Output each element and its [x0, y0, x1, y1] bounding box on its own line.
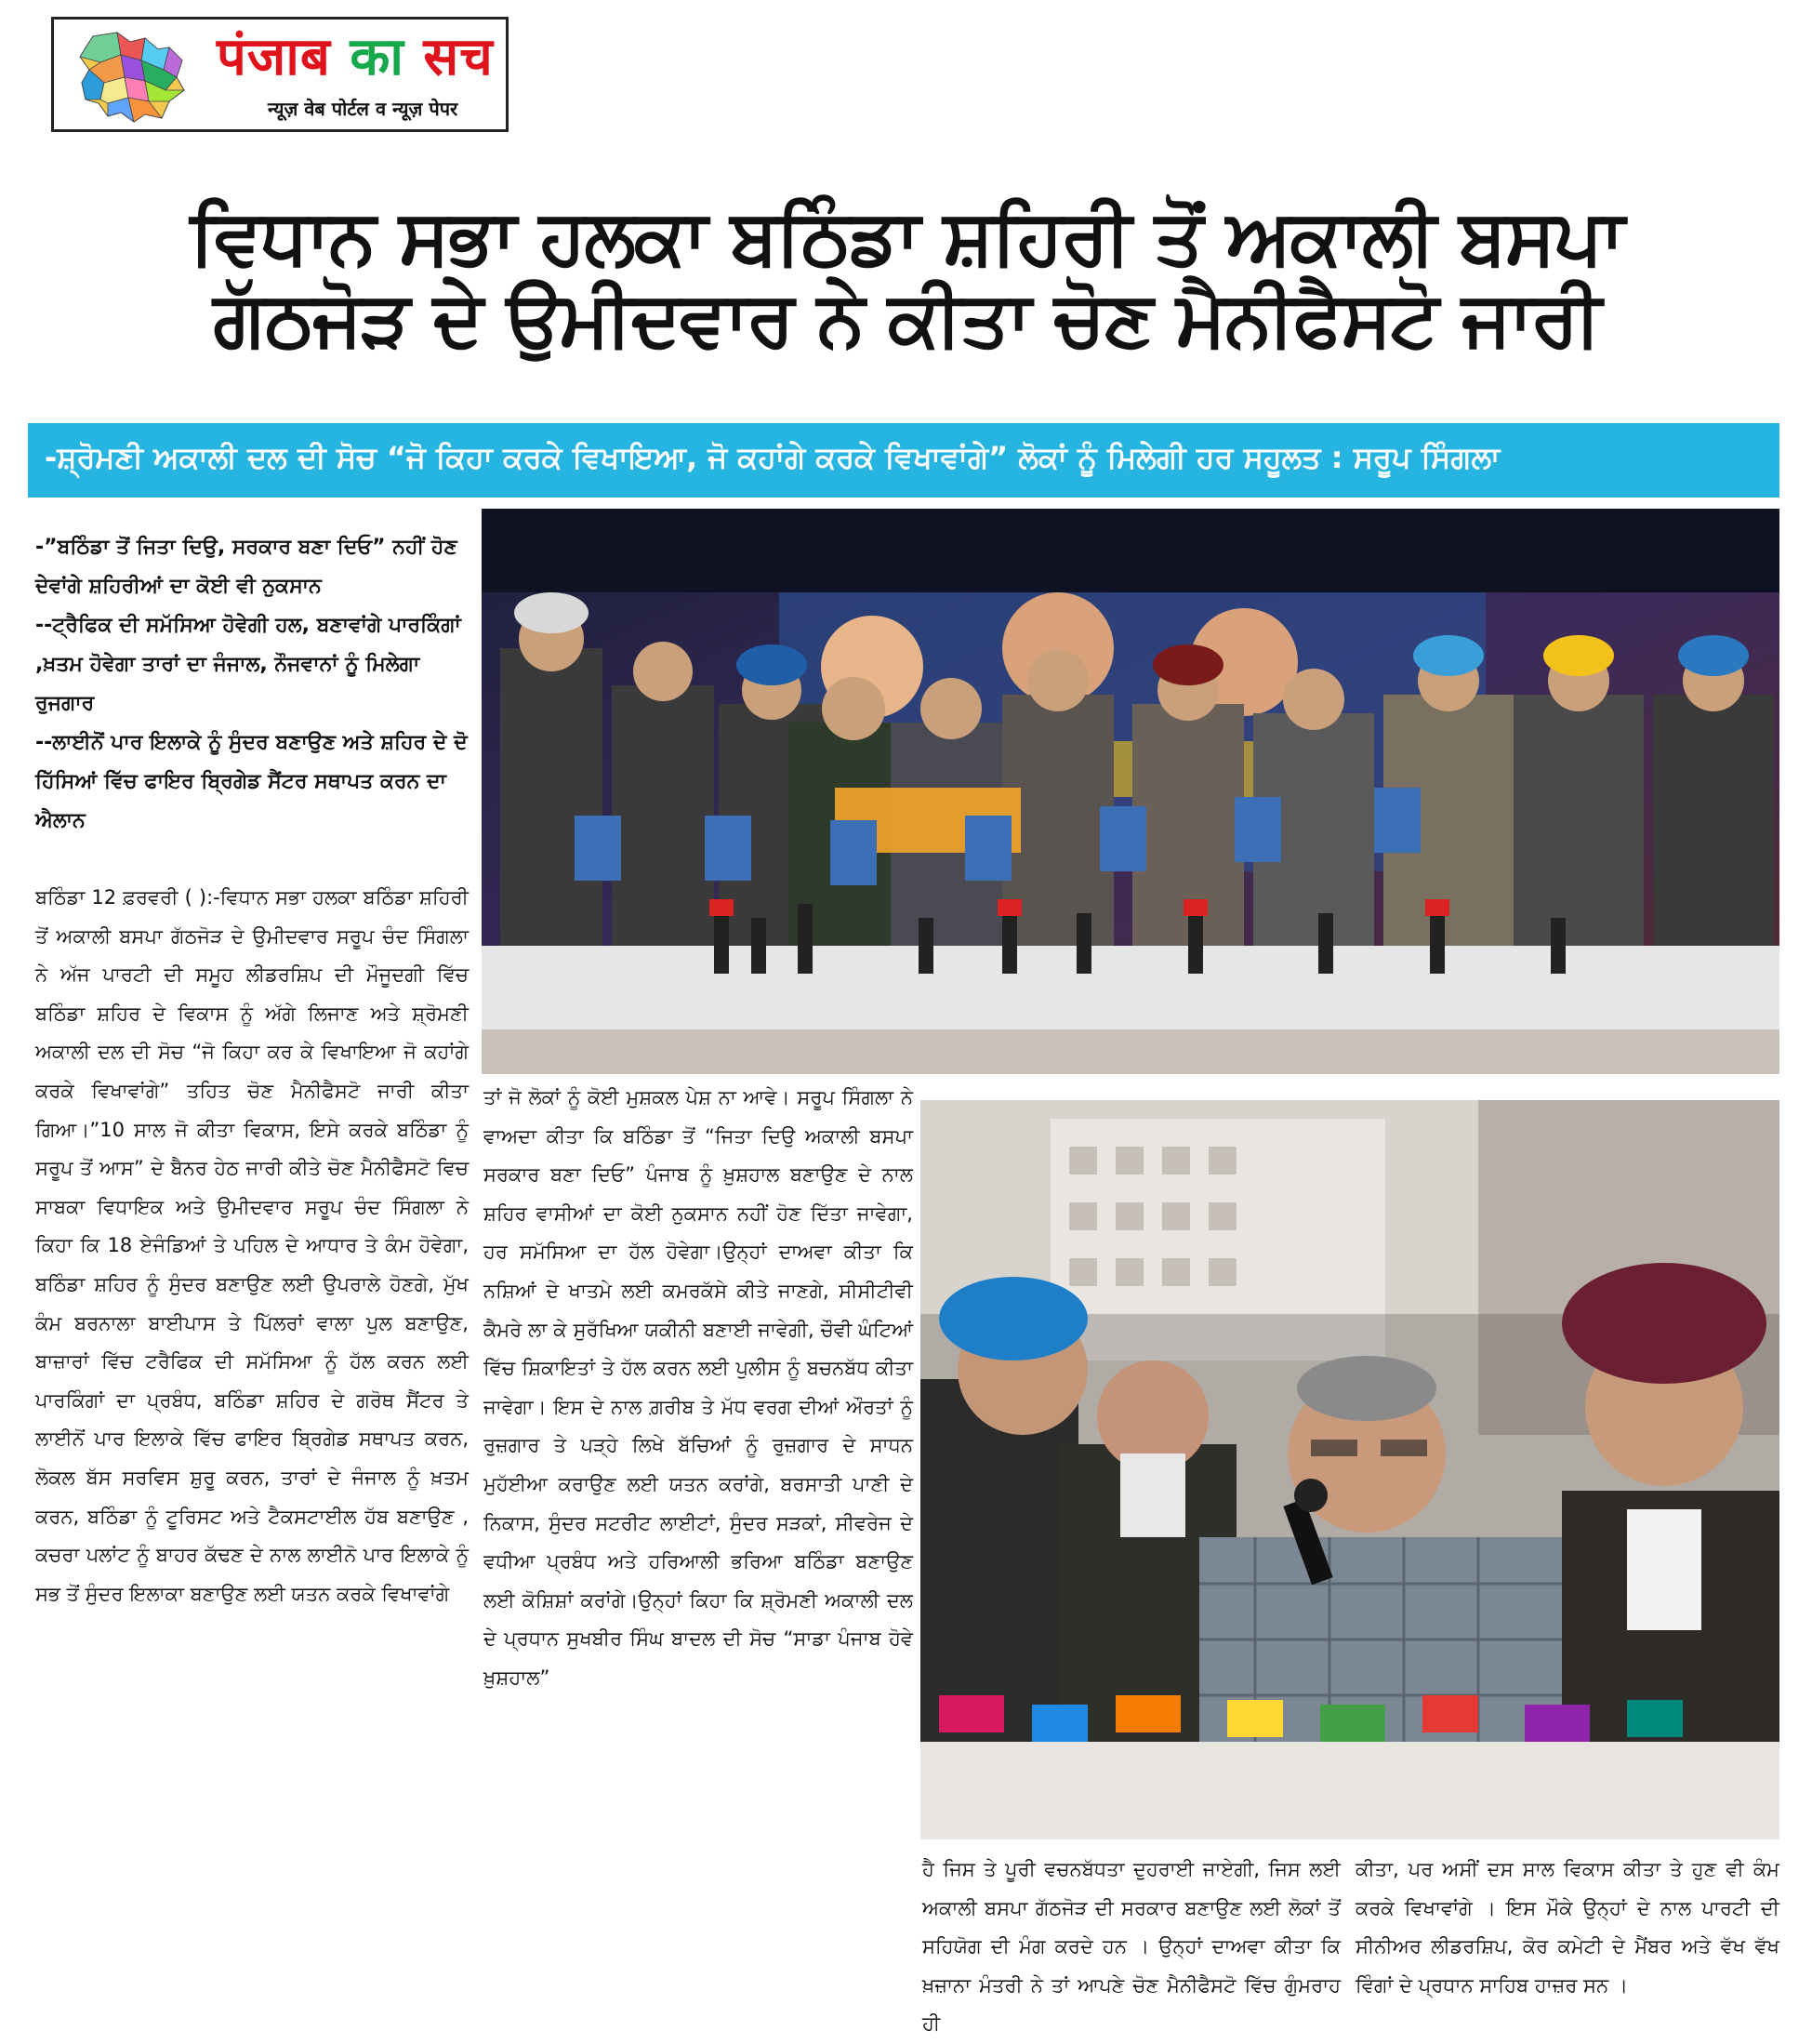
masthead-logo-box — [51, 17, 509, 132]
highlight-item: --ਲਾਈਨੋਂ ਪਾਰ ਇਲਾਕੇ ਨੂੰ ਸੁੰਦਰ ਬਣਾਉਣ ਅਤੇ ਸ਼ਹਿਰ ਦੇ ਦੋ ਹਿੱਸਿਆਂ ਵਿੱਚ ਫਾਇਰ ਬ੍ਰਿਗੇਡ ਸੈਂਟਰ ਸਥਾਪਤ ਕਰਨ ਦਾ ਐਲਾਨ — [35, 731, 468, 832]
article-body-column-4: ਕੀਤਾ, ਪਰ ਅਸੀਂ ਦਸ ਸਾਲ ਵਿਕਾਸ ਕੀਤਾ ਤੇ ਹੁਣ ਵੀ ਕੰਮ ਕਰਕੇ ਵਿਖਾਵਾਂਗੇ । ਇਸ ਮੌਕੇ ਉਨ੍ਹਾਂ ਦੇ ਨਾਲ ਪਾਰਟੀ ਦੀ ਸੀਨੀਅਰ ਲੀਡਰਸ਼ਿਪ, ਕੋਰ ਕਮੇਟੀ ਦੇ ਮੈਂਬਰ ਅਤੇ ਵੱਖ ਵੱਖ ਵਿੰਗਾਂ ਦੇ ਪ੍ਰਧਾਨ ਸਾਹਿਬ ਹਾਜ਼ਰ ਸਨ । — [1356, 1858, 1779, 1997]
highlights-block — [35, 528, 472, 841]
masthead-tagline: न्यूज़ वेब पोर्टल व न्यूज़ पेपर — [268, 98, 458, 120]
speaker-photo-illustration — [920, 1100, 1779, 1839]
masthead-title-word-1: पंजाब — [217, 27, 331, 87]
press-conference-photo — [482, 509, 1779, 1074]
masthead-title — [217, 25, 494, 90]
article-body-column-1: ਬਠਿੰਡਾ 12 ਫ਼ਰਵਰੀ ( ):-ਵਿਧਾਨ ਸਭਾ ਹਲਕਾ ਬਠਿੰਡਾ ਸ਼ਹਿਰੀ ਤੋਂ ਅਕਾਲੀ ਬਸਪਾ ਗੱਠਜੋੜ ਦੇ ਉਮੀਦਵਾਰ ਸਰੂਪ ਚੰਦ ਸਿੰਗਲਾ ਨੇ ਅੱਜ ਪਾਰਟੀ ਦੀ ਸਮੂਹ ਲੀਡਰਸ਼ਿਪ ਦੀ ਮੌਜੂਦਗੀ ਵਿੱਚ ਬਠਿੰਡਾ ਸ਼ਹਿਰ ਦੇ ਵਿਕਾਸ ਨੂੰ ਅੱਗੇ ਲਿਜਾਣ ਅਤੇ ਸ਼੍ਰੋਮਣੀ ਅਕਾਲੀ ਦਲ ਦੀ ਸੋਚ “ਜੋ ਕਿਹਾ ਕਰ ਕੇ ਵਿਖਾਇਆ ਜੋ ਕਹਾਂਗੇ ਕਰਕੇ ਵਿਖਾਵਾਂਗੇ” ਤਹਿਤ ਚੋਣ ਮੈਨੀਫੈਸਟੋ ਜਾਰੀ ਕੀਤਾ ਗਿਆ।”10 ਸਾਲ ਜੋ ਕੀਤਾ ਵਿਕਾਸ, ਇਸੇ ਕਰਕੇ ਬਠਿੰਡਾ ਨੂੰ ਸਰੂਪ ਤੋਂ ਆਸ” ਦੇ ਬੈਨਰ ਹੇਠ ਜਾਰੀ ਕੀਤੇ ਚੋਣ ਮੈਨੀਫੈਸਟੋ ਵਿਚ ਸਾਬਕਾ ਵਿਧਾਇਕ ਅਤੇ ਉਮੀਦਵਾਰ ਸਰੂਪ ਚੰਦ ਸਿੰਗਲਾ ਨੇ ਕਿਹਾ ਕਿ 18 ਏਜੰਡਿਆਂ ਤੇ ਪਹਿਲ ਦੇ ਆਧਾਰ ਤੇ ਕੰਮ ਹੋਵੇਗਾ, ਬਠਿੰਡਾ ਸ਼ਹਿਰ ਨੂੰ ਸੁੰਦਰ ਬਣਾਉਣ ਲਈ ਉਪਰਾਲੇ ਹੋਣਗੇ, ਮੁੱਖ ਕੰਮ ਬਰਨਾਲਾ ਬਾਈਪਾਸ ਤੇ ਪਿੱਲਰਾਂ ਵਾਲਾ ਪੁਲ ਬਣਾਉਣ, ਬਾਜ਼ਾਰਾਂ ਵਿੱਚ ਟਰੈਫਿਕ ਦੀ ਸਮੱਸਿਆ ਨੂੰ ਹੱਲ ਕਰਨ ਲਈ ਪਾਰਕਿੰਗਾਂ ਦਾ ਪ੍ਰਬੰਧ, ਬਠਿੰਡਾ ਸ਼ਹਿਰ ਦੇ ਗਰੋਥ ਸੈਂਟਰ ਤੇ ਲਾਈਨੋਂ ਪਾਰ ਇਲਾਕੇ ਵਿੱਚ ਫਾਇਰ ਬ੍ਰਿਗੇਡ ਸਥਾਪਤ ਕਰਨ, ਲੋਕਲ ਬੱਸ ਸਰਵਿਸ ਸ਼ੁਰੂ ਕਰਨ, ਤਾਰਾਂ ਦੇ ਜੰਜਾਲ ਨੂੰ ਖ਼ਤਮ ਕਰਨ, ਬਠਿੰਡਾ ਨੂੰ ਟੂਰਿਸਟ ਅਤੇ ਟੈਕਸਟਾਈਲ ਹੱਬ ਬਣਾਉਣ , ਕਚਰਾ ਪਲਾਂਟ ਨੂੰ ਬਾਹਰ ਕੱਢਣ ਦੇ ਨਾਲ ਲਾਈਨੋ ਪਾਰ ਇਲਾਕੇ ਨੂੰ ਸਭ ਤੋਂ ਸੁੰਦਰ ਇਲਾਕਾ ਬਣਾਉਣ ਲਈ ਯਤਨ ਕਰਕੇ ਵਿਖਾਵਾਂਗੇ — [35, 886, 469, 1605]
article-body-column-3: ਹੈ ਜਿਸ ਤੇ ਪੂਰੀ ਵਚਨਬੱਧਤਾ ਦੁਹਰਾਈ ਜਾਏਗੀ, ਜਿਸ ਲਈ ਅਕਾਲੀ ਬਸਪਾ ਗੱਠਜੋੜ ਦੀ ਸਰਕਾਰ ਬਣਾਉਣ ਲਈ ਲੋਕਾਂ ਤੋਂ ਸਹਿਯੋਗ ਦੀ ਮੰਗ ਕਰਦੇ ਹਨ । ਉਨ੍ਹਾਂ ਦਾਅਵਾ ਕੀਤਾ ਕਿ ਖ਼ਜ਼ਾਨਾ ਮੰਤਰੀ ਨੇ ਤਾਂ ਆਪਣੇ ਚੋਣ ਮੈਨੀਫੈਸਟੋ ਵਿੱਚ ਗੁੰਮਰਾਹ ਹੀ — [922, 1858, 1341, 2036]
highlight-item: -”ਬਠਿੰਡਾ ਤੋਂ ਜਿਤਾ ਦਿਉ, ਸਰਕਾਰ ਬਣਾ ਦਿਓ” ਨਹੀਂ ਹੋਣ ਦੇਵਾਂਗੇ ਸ਼ਹਿਰੀਆਂ ਦਾ ਕੋਈ ਵੀ ਨੁਕਸਾਨ — [35, 536, 457, 598]
masthead-title-word-2: का — [350, 27, 404, 87]
subheadline-text: -ਸ਼੍ਰੋਮਣੀ ਅਕਾਲੀ ਦਲ ਦੀ ਸੋਚ “ਜੋ ਕਿਹਾ ਕਰਕੇ ਵਿਖਾਇਆ, ਜੋ ਕਹਾਂਗੇ ਕਰਕੇ ਵਿਖਾਵਾਂਗੇ” ਲੋਕਾਂ ਨੂੰ ਮਿਲੇਗੀ ਹਰ ਸਹੂਲਤ : ਸਰੂਪ ਸਿੰਗਲਾ — [45, 440, 1501, 475]
speaker-photo — [920, 1100, 1779, 1839]
article-body-column-2: ਤਾਂ ਜੋ ਲੋਕਾਂ ਨੂੰ ਕੋਈ ਮੁਸ਼ਕਲ ਪੇਸ਼ ਨਾ ਆਵੇ। ਸਰੂਪ ਸਿੰਗਲਾ ਨੇ ਵਾਅਦਾ ਕੀਤਾ ਕਿ ਬਠਿੰਡਾ ਤੋਂ “ਜਿਤਾ ਦਿਉ ਅਕਾਲੀ ਬਸਪਾ ਸਰਕਾਰ ਬਣਾ ਦਿਓ” ਪੰਜਾਬ ਨੂੰ ਖ਼ੁਸ਼ਹਾਲ ਬਣਾਉਣ ਦੇ ਨਾਲ ਸ਼ਹਿਰ ਵਾਸੀਆਂ ਦਾ ਕੋਈ ਨੁਕਸਾਨ ਨਹੀਂ ਹੋਣ ਦਿੱਤਾ ਜਾਵੇਗਾ, ਹਰ ਸਮੱਸਿਆ ਦਾ ਹੱਲ ਹੋਵੇਗਾ।ਉਨ੍ਹਾਂ ਦਾਅਵਾ ਕੀਤਾ ਕਿ ਨਸ਼ਿਆਂ ਦੇ ਖਾਤਮੇ ਲਈ ਕਮਰਕੱਸੇ ਕੀਤੇ ਜਾਣਗੇ, ਸੀਸੀਟੀਵੀ ਕੈਮਰੇ ਲਾ ਕੇ ਸੁਰੱਖਿਆ ਯਕੀਨੀ ਬਣਾਈ ਜਾਵੇਗੀ, ਚੌਵੀ ਘੰਟਿਆਂ ਵਿੱਚ ਸ਼ਿਕਾਇਤਾਂ ਤੇ ਹੱਲ ਕਰਨ ਲਈ ਪੁਲੀਸ ਨੂੰ ਬਚਨਬੱਧ ਕੀਤਾ ਜਾਵੇਗਾ। ਇਸ ਦੇ ਨਾਲ ਗ਼ਰੀਬ ਤੇ ਮੱਧ ਵਰਗ ਦੀਆਂ ਔਰਤਾਂ ਨੂੰ ਰੁਜ਼ਗਾਰ ਤੇ ਪੜ੍ਹੇ ਲਿਖੇ ਬੱਚਿਆਂ ਨੂੰ ਰੁਜ਼ਗਾਰ ਦੇ ਸਾਧਨ ਮੁਹੱਈਆ ਕਰਾਉਣ ਲਈ ਯਤਨ ਕਰਾਂਗੇ, ਬਰਸਾਤੀ ਪਾਣੀ ਦੇ ਨਿਕਾਸ, ਸੁੰਦਰ ਸਟਰੀਟ ਲਾਈਟਾਂ, ਸੁੰਦਰ ਸੜਕਾਂ, ਸੀਵਰੇਜ ਦੇ ਵਧੀਆ ਪ੍ਰਬੰਧ ਅਤੇ ਹਰਿਆਲੀ ਭਰਿਆ ਬਠਿੰਡਾ ਬਣਾਉਣ ਲਈ ਕੋਸ਼ਿਸ਼ਾਂ ਕਰਾਂਗੇ।ਉਨ੍ਹਾਂ ਕਿਹਾ ਕਿ ਸ਼੍ਰੋਮਣੀ ਅਕਾਲੀ ਦਲ ਦੇ ਪ੍ਰਧਾਨ ਸੁਖਬੀਰ ਸਿੰਘ ਬਾਦਲ ਦੀ ਸੋਚ “ਸਾਡਾ ਪੰਜਾਬ ਹੋਵੇ ਖ਼ੁਸ਼ਹਾਲ” — [483, 1086, 913, 1689]
headline-line-2: ਗੱਠਜੋੜ ਦੇ ਉਮੀਦਵਾਰ ਨੇ ਕੀਤਾ ਚੋਣ ਮੈਨੀਫੈਸਟੋ ਜਾਰੀ — [213, 275, 1600, 364]
press-conference-photo-illustration — [482, 509, 1779, 1074]
highlight-item: --ਟ੍ਰੈਫਿਕ ਦੀ ਸਮੱਸਿਆ ਹੋਵੇਗੀ ਹਲ, ਬਣਾਵਾਂਗੇ ਪਾਰਕਿੰਗਾਂ ,ਖ਼ਤਮ ਹੋਵੇਗਾ ਤਾਰਾਂ ਦਾ ਜੰਜਾਲ, ਨੌਜਵਾਨਾਂ ਨੂੰ ਮਿਲੇਗਾ ਰੁਜਗਾਰ — [35, 614, 461, 715]
masthead-title-word-3: सच — [423, 27, 494, 87]
punjab-map-icon — [73, 29, 192, 126]
headline-line-1: ਵਿਧਾਨ ਸਭਾ ਹਲਕਾ ਬਠਿੰਡਾ ਸ਼ਹਿਰੀ ਤੋਂ ਅਕਾਲੀ ਬਸਪਾ — [190, 193, 1623, 282]
subheadline-band — [28, 423, 1779, 498]
